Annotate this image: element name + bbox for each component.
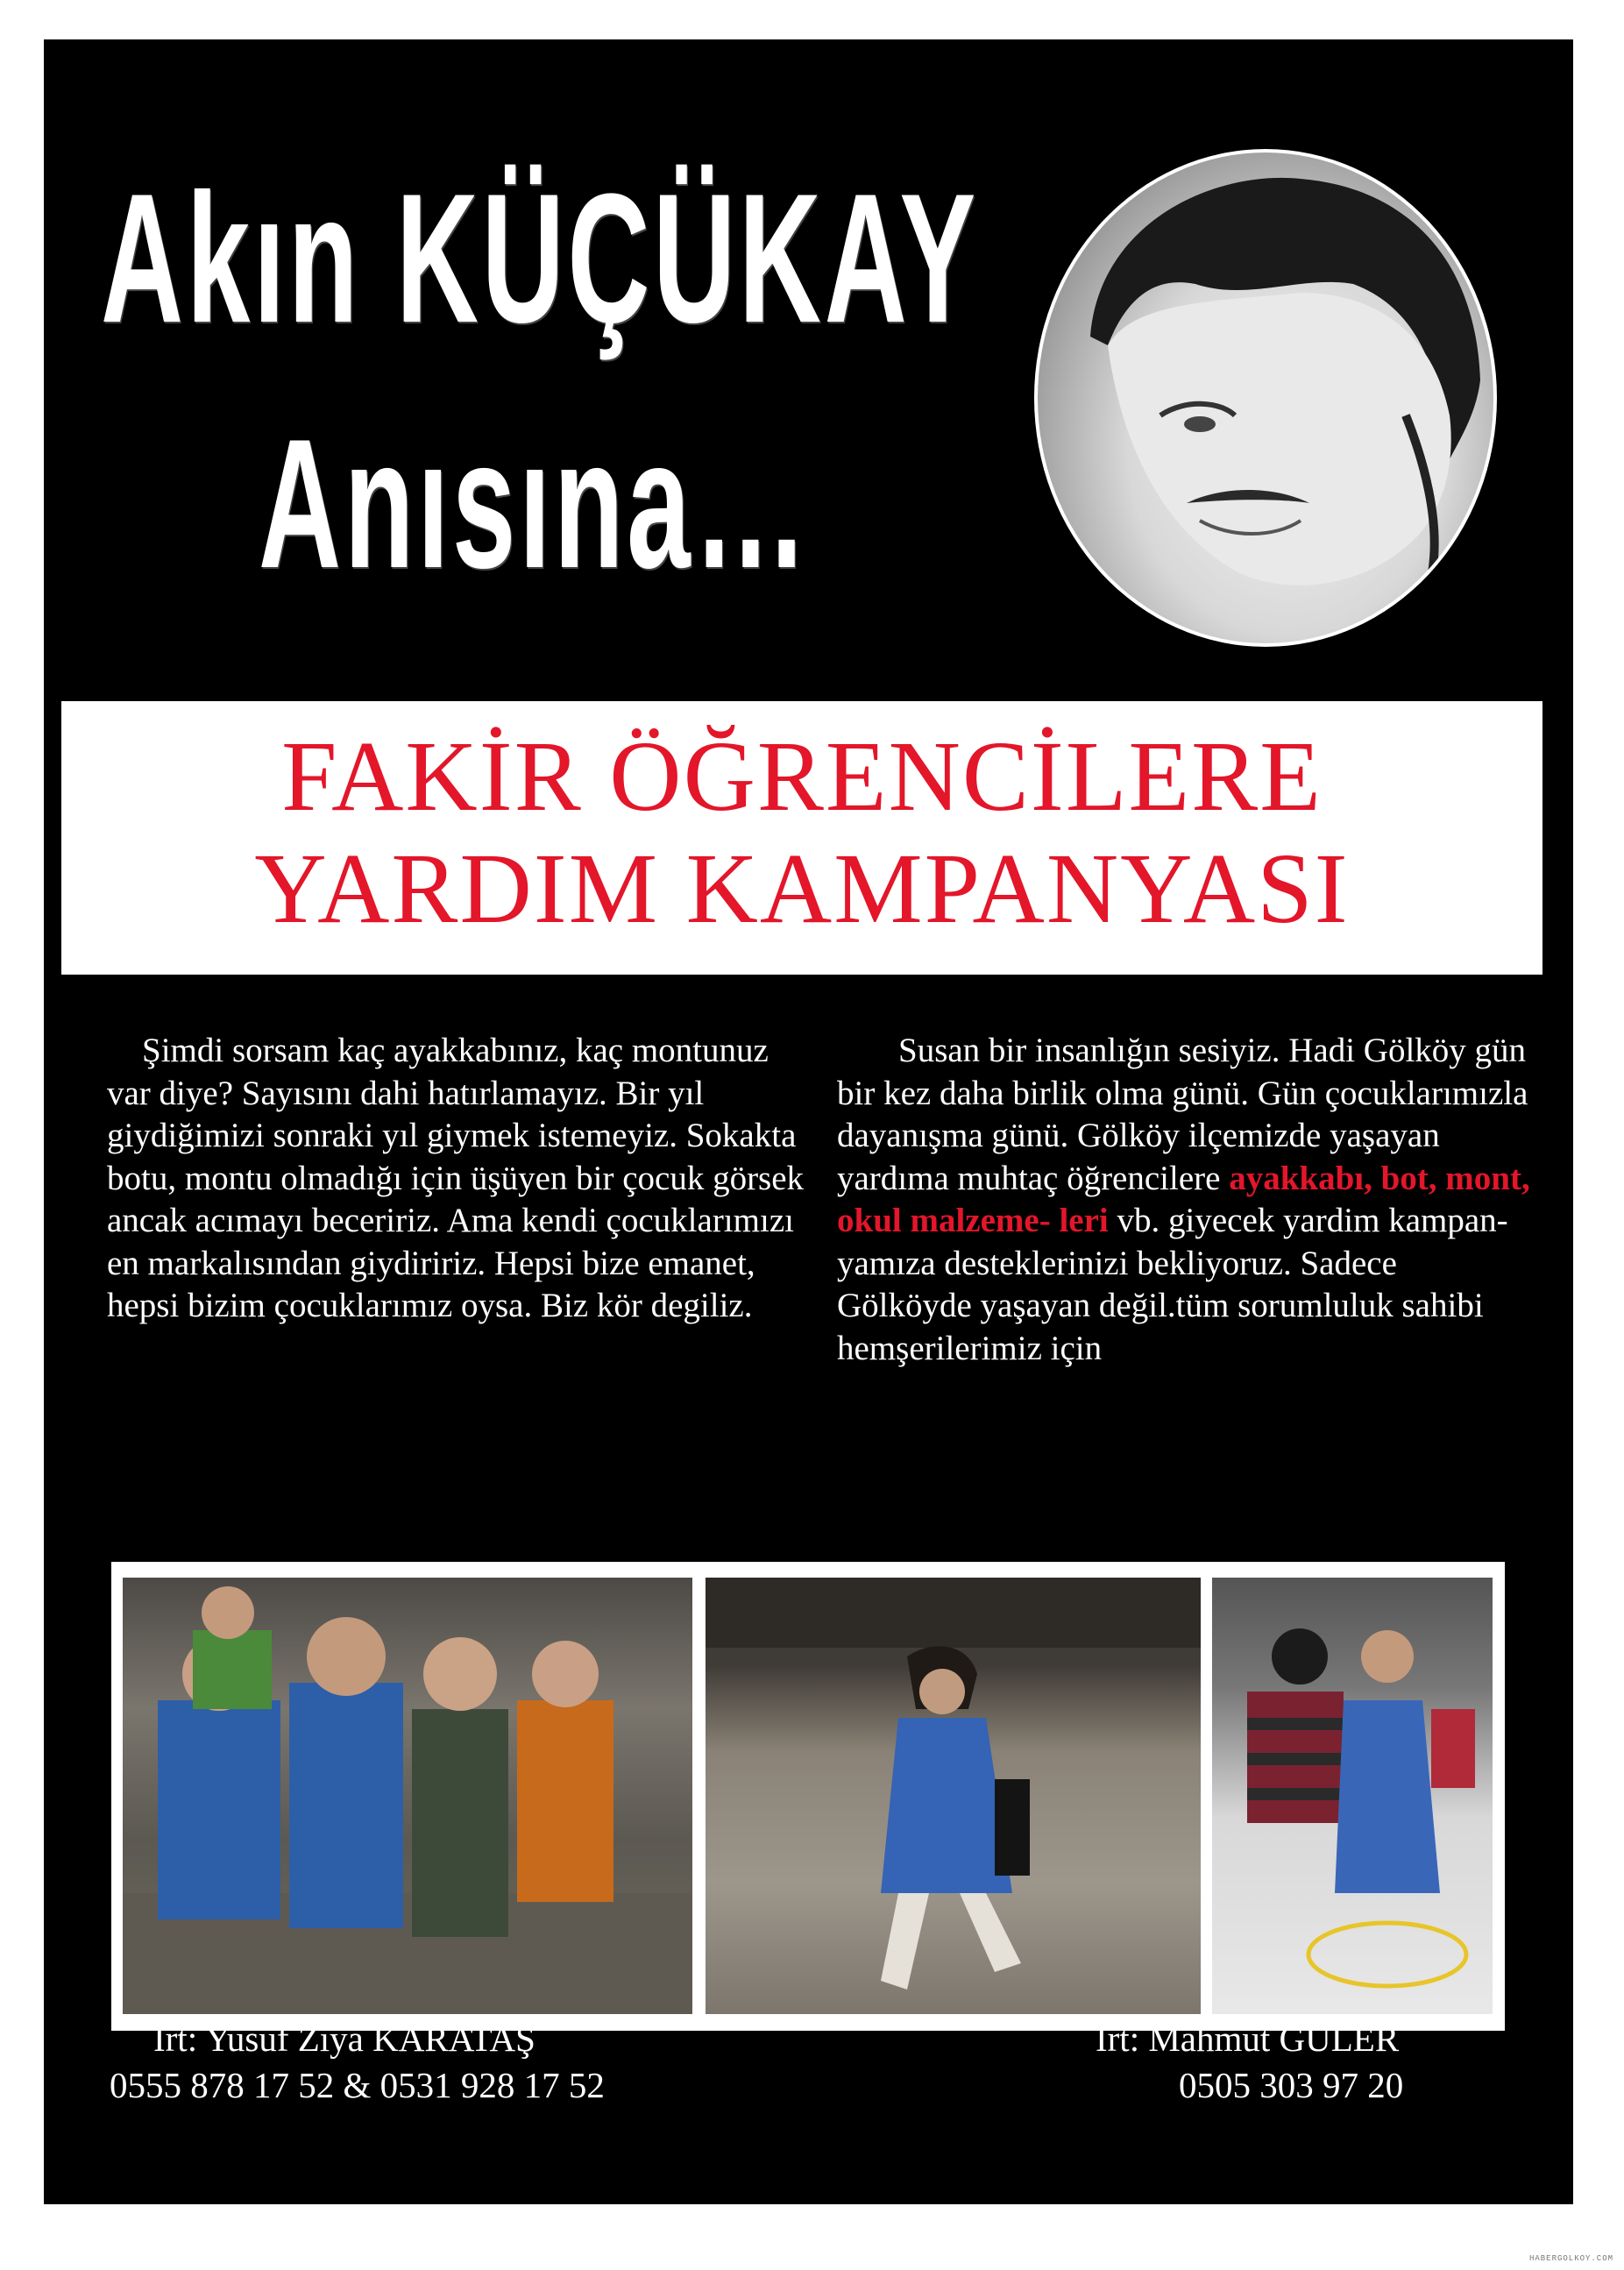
right-text-after: vb. giyecek yardim kampan- yamıza desteklerinizi bekliyoruz. Sadece Gölköyde yaşayan değil.tüm sorumluluk sahibi hemşerilerimiz için xyxy=(837,1202,1508,1367)
girls-snow-image xyxy=(1212,1578,1493,2014)
right-text-column xyxy=(837,1030,1538,1370)
memorial-title: Anısına… xyxy=(259,401,812,607)
source-watermark: HABERGOLKOY.COM xyxy=(1528,2254,1613,2263)
children-group-image xyxy=(123,1578,692,2014)
banner-line-1: FAKİR ÖĞRENCİLERE xyxy=(281,720,1323,832)
photo-children-group xyxy=(123,1578,692,2014)
poster xyxy=(44,39,1573,2204)
photo-girls-in-snow xyxy=(1212,1578,1493,2014)
contact-left-phone: 0555 878 17 52 & 0531 928 17 52 xyxy=(110,2065,605,2105)
highlight-items: ayakkabı, bot, mont, okul malzeme- leri xyxy=(837,1159,1530,1239)
campaign-banner xyxy=(61,701,1542,975)
name-title: Akın KÜÇÜKAY xyxy=(101,155,980,361)
girl-crossing-image xyxy=(706,1578,1201,2014)
portrait-image xyxy=(1038,153,1493,643)
contact-right-name: İrt: Mahmut GÜLER xyxy=(1096,2018,1400,2059)
banner-line-2: YARDIM KAMPANYASI xyxy=(254,833,1350,944)
photo-strip xyxy=(111,1562,1505,2031)
right-text-before: Susan bir insanlığın sesiyiz. Hadi Gölköy gün bir kez daha birlik olma günü. Gün çocuklarımızla dayanışma günü. Gölköy ilçemizde yaşayan yardıma muhtaç öğrencilere xyxy=(837,1032,1528,1197)
contact-right-phone: 0505 303 97 20 xyxy=(1179,2065,1404,2105)
portrait-photo xyxy=(1034,149,1497,647)
left-paragraph: Şimdi sorsam kaç ayakkabınız, kaç montunuz var diye? Sayısını dahi hatırlamayız. Bir yıl giydiğimizi sonraki yıl giymek istemeyiz. Sokakta botu, montu olmadığı için üşüyen bir çocuk görsek ancak acımayı beceririz. Ama kendi çocuklarımızı en markalısından giydiririz. Hepsi bize emanet, hepsi bizim çocuklarımız oysa. Biz kör degiliz. xyxy=(107,1032,805,1324)
contact-left-name: İrt: Yusuf Ziya KARATAŞ xyxy=(153,2018,535,2059)
left-text-column xyxy=(107,1030,808,1328)
photo-girl-crossing xyxy=(706,1578,1201,2014)
right-paragraph xyxy=(837,1030,1538,1370)
